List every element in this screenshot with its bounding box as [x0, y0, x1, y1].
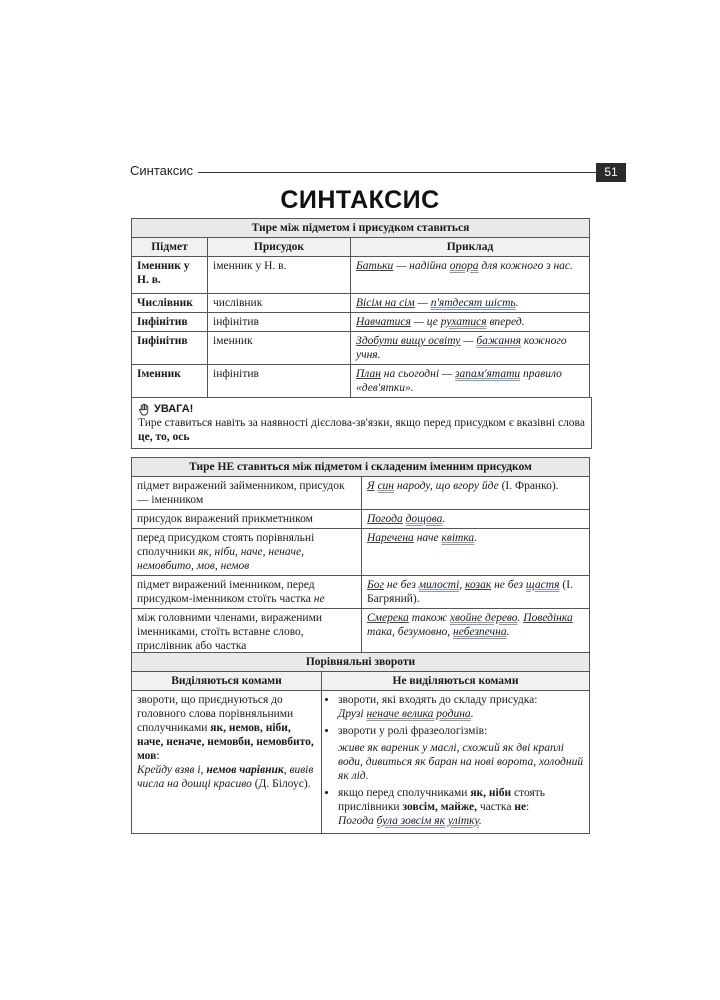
list-item: • звороти у ролі фразеологізмів: живе як вареник у маслі, схожий як дві краплі води, дивиться як баран на нові ворота, холодний як лід.	[338, 724, 584, 783]
table-row	[132, 529, 590, 576]
subject-cell: Числівник	[132, 294, 208, 313]
example-cell: Смерека також хвойне дерево. Поведінка така, безумовно, небезпечна.	[362, 609, 590, 656]
table-row	[132, 365, 590, 398]
table-row	[132, 294, 590, 313]
example-cell: Наречена наче квітка.	[362, 529, 590, 576]
col-header: Приклад	[351, 238, 590, 257]
table-caption: Тире між підметом і присудком ставиться	[132, 219, 590, 238]
table-row	[132, 576, 590, 609]
table-row	[132, 257, 590, 294]
subject-cell: Іменник у Н. в.	[132, 257, 208, 294]
example-cell: Я син народу, що вгору йде (І. Франко).	[362, 477, 590, 510]
table-row	[132, 313, 590, 332]
rule-cell: перед присудком стоять порівняльні сполучники як, ніби, наче, неначе, немовбито, мов, немов	[132, 529, 362, 576]
left-cell: звороти, що приєднуються до головного слова порівняльними сполучниками як, немов, ніби, наче, неначе, немовби, немовбито, мов: Крейду взяв і, немов чарівник, вивів числа на дошці красиво (Д. Білоус).	[132, 691, 322, 834]
example-cell: Бог не без милості, козак не без щастя (І. Багряний).	[362, 576, 590, 609]
note-label: УВАГА!	[154, 403, 194, 415]
predicate-cell: числівник	[208, 294, 351, 313]
table-caption: Тире НЕ ставиться між підметом і складеним іменним присудком	[132, 458, 590, 477]
example-cell: Батьки — надійна опора для кожного з нас.	[351, 257, 590, 294]
example-cell: Погода дощова.	[362, 510, 590, 529]
header-rule	[198, 172, 596, 173]
table-row	[132, 477, 590, 510]
subject-cell: Інфінітив	[132, 313, 208, 332]
col-header: Підмет	[132, 238, 208, 257]
rule-cell: підмет виражений іменником, перед присудком-іменником стоїть частка не	[132, 576, 362, 609]
example-cell: Навчатися — це рухатися вперед.	[351, 313, 590, 332]
col-header: Виділяються комами	[132, 672, 322, 691]
rule-cell: підмет виражений займенником, присудок — іменником	[132, 477, 362, 510]
predicate-cell: іменник	[208, 332, 351, 365]
predicate-cell: інфінітив	[208, 365, 351, 398]
note-header	[138, 402, 585, 416]
col-header: Не виділяються комами	[322, 672, 590, 691]
attention-note	[131, 397, 592, 449]
example-cell: План на сьогодні — запам'ятати правило «дев'ятки».	[351, 365, 590, 398]
predicate-cell: іменник у Н. в.	[208, 257, 351, 294]
dash-placed-table	[131, 218, 590, 398]
table-row	[132, 332, 590, 365]
right-cell	[322, 691, 590, 834]
page-number: 51	[596, 163, 626, 182]
rule-cell: присудок виражений прикметником	[132, 510, 362, 529]
table-row	[132, 691, 590, 834]
table-row	[132, 510, 590, 529]
subject-cell: Іменник	[132, 365, 208, 398]
predicate-cell: інфінітив	[208, 313, 351, 332]
subject-cell: Інфінітив	[132, 332, 208, 365]
running-header: Синтаксис	[130, 163, 193, 178]
hand-icon	[138, 403, 151, 416]
rule-cell: між головними членами, вираженими іменниками, стоїть вставне слово, прислівник або частка	[132, 609, 362, 656]
note-text: Тире ставиться навіть за наявності дієслова-зв'язки, якщо перед присудком є вказівні слова це, то, ось	[138, 417, 585, 443]
example-cell: Здобути вищу освіту — бажання кожного учня.	[351, 332, 590, 365]
col-header: Присудок	[208, 238, 351, 257]
table-caption: Порівняльні звороти	[132, 653, 590, 672]
dash-not-placed-table	[131, 457, 590, 656]
table-row	[132, 609, 590, 656]
list-item: • якщо перед сполучниками як, ніби стоять прислівники зовсім, майже, частка не: Погода була зовсім як улітку.	[338, 786, 584, 828]
comparative-phrases-table	[131, 652, 590, 834]
list-item: • звороти, які входять до складу присудка: Друзі неначе велика родина.	[338, 693, 584, 721]
example-cell: Вісім на сім — п'ятдесят шість.	[351, 294, 590, 313]
page-title: СИНТАКСИС	[280, 186, 440, 214]
